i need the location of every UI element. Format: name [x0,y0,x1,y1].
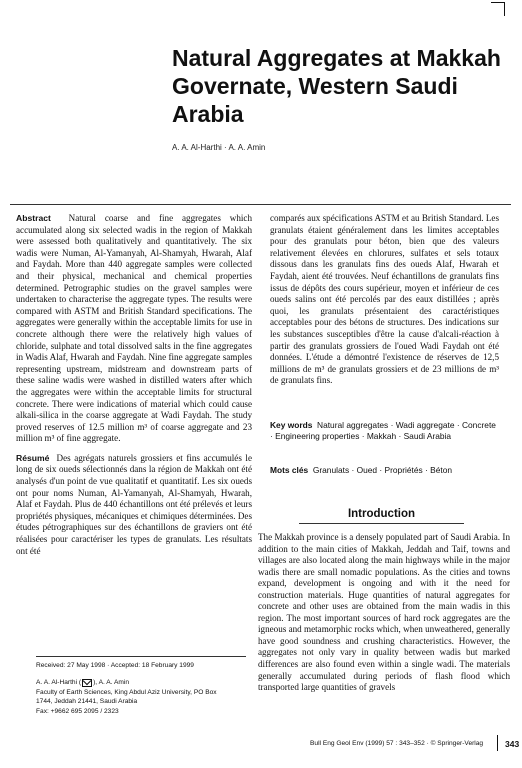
crop-mark-horizontal [491,2,505,3]
abstract-label: Abstract [16,213,51,223]
affiliation-line: 1744, Jeddah 21441, Saudi Arabia [36,698,138,706]
crop-mark [504,2,505,16]
mots-cles-label: Mots clés [270,465,309,475]
correspondence-names-before: A. A. Al-Harthi ( [36,679,82,687]
affiliation-line: Faculty of Earth Sciences, King Abdul Aziz University, PO Box [36,688,217,696]
received-dates: Received: 27 May 1998 · Accepted: 18 February 1999 [36,662,194,669]
resume-paragraph [16,453,252,557]
introduction-text: The Makkah province is a densely populated part of Saudi Arabia. In addition to the main cities of Makkah, Jeddah and Taif, towns and villages are also located along the main highways while in the major wadis there are small nomadic populations. As the cities and towns expand, development is ongoing and with it the need for construction materials. Huge quantities of natural aggregates for concrete and other uses are obtained from the main wadis in this region. The most important sources of hard rock aggregates are the igneous and metamorphic rocks which, when unweathered, generally have good soundness and crushing characteristics. However, the aggregates not only vary in quality between wadis but marked differences are also found even within a single wadi. The materials generally accumulated during periods of flash flood which transported large quantities of gravels [258,532,510,693]
mots-cles-block [270,465,499,476]
correspondence-names-after: ), A. A. Amin [93,679,129,687]
keywords-block [270,420,499,442]
resume-continued: comparés aux spécifications ASTM et au British Standard. Les granulats étaient généralement dans les limites acceptables pour des granulats pour béton, bien que des valeurs relativement élevées en chlorures, sulfates et sels totaux dissous dans les granulats fins des oueds Alaf, Hwarah et Faydah, aient été trouvées. Neuf échantillons de granulats fins issus de dépôts des cours supérieur, moyen et inférieur de ces oueds salins ont été percolés par des eaux distillées ; après quoi, les granulats présentaient des caractéristiques acceptables pour des bétons de structures. Des indications sur les substances susceptibles d'être la cause d'alcali-réaction à partir des granulats grossiers de l'oued Wadi Faydah ont été données. L'étude a démontré l'existence de réserves de 12,5 millions de m³ de granulats grossiers et de 23 millions de m³ de granulats fins. [270,213,499,386]
envelope-icon [82,679,92,687]
footer-separator [497,735,498,751]
article-authors: A. A. Al-Harthi · A. A. Amin [172,143,266,152]
left-column [16,213,252,565]
mots-cles-text: Granulats · Oued · Propriétés · Béton [312,465,453,475]
abstract-text: Natural coarse and fine aggregates which accumulated along six selected wadis in the region of Makkah were assessed both qualitatively and quantitatively. The six wadis were Numan, Al-Yamanyah, Al-Shamyah, Hwarah, Alaf and Faydah. More than 440 aggregate samples were collected and their physical, mechanical and chemical properties determined. Petrographic studies on the gravel samples were undertaken to characterise the aggregate types. The results were compared with ASTM and British Standard specifications. The aggregates were generally within the acceptable limits for use in concrete although there were the relatively high values of chloride, sulphate and total dissolved salts in the fine aggregates in Wadis Alaf, Hwarah and Faydah. Nine fine aggregate samples representing upstream, midstream and downstream parts of these saline wadis were washed in distilled waters after which the aggregates were within the acceptable limits for structural concrete. There were indications of material which could cause alkali-silica in the coarse aggregate at Wadi Faydah. The study proved reserves of 12.5 million m³ of coarse aggregate and 23 million m³ of fine aggregate. [16,213,253,444]
correspondence [36,678,246,716]
resume-text: Des agrégats naturels grossiers et fins accumulés le long de six oueds sélectionnés dans la région de Makkah ont été analysés d'un point de vue qualitatif et quantitatif. Les six oueds ont pour noms Numan, Al-Yamanyah, Al-Shamyah, Hwarah, Alaf et Faydah. Plus de 440 échantillons ont été prélevés et leurs propriétés physiques, mécaniques et chimiques déterminées. Des études pétrographiques sur des échantillons de graviers ont été réalisées pour caractériser les types de granulats. Les résultats ont été [16,452,252,556]
header-rule [10,204,511,205]
article-title: Natural Aggregates at Makkah Governate, Western Saudi Arabia [172,45,501,127]
correspondence-authors [36,678,246,687]
fax-line: Fax: +9662 695 2095 / 2323 [36,707,119,715]
journal-footer: Bull Eng Geol Env (1999) 57 : 343–352 · © Springer-Verlag [310,740,484,747]
keywords-label: Key words [270,420,313,430]
received-info [36,656,246,716]
page-number: 343 [505,739,520,749]
introduction-heading: Introduction [299,505,464,524]
resume-label: Résumé [16,452,50,463]
keywords-text: Natural aggregates · Wadi aggregate · Concrete · Engineering properties · Makkah · Saudi Arabia [270,420,496,441]
right-column [270,213,499,395]
abstract-paragraph [16,213,252,445]
